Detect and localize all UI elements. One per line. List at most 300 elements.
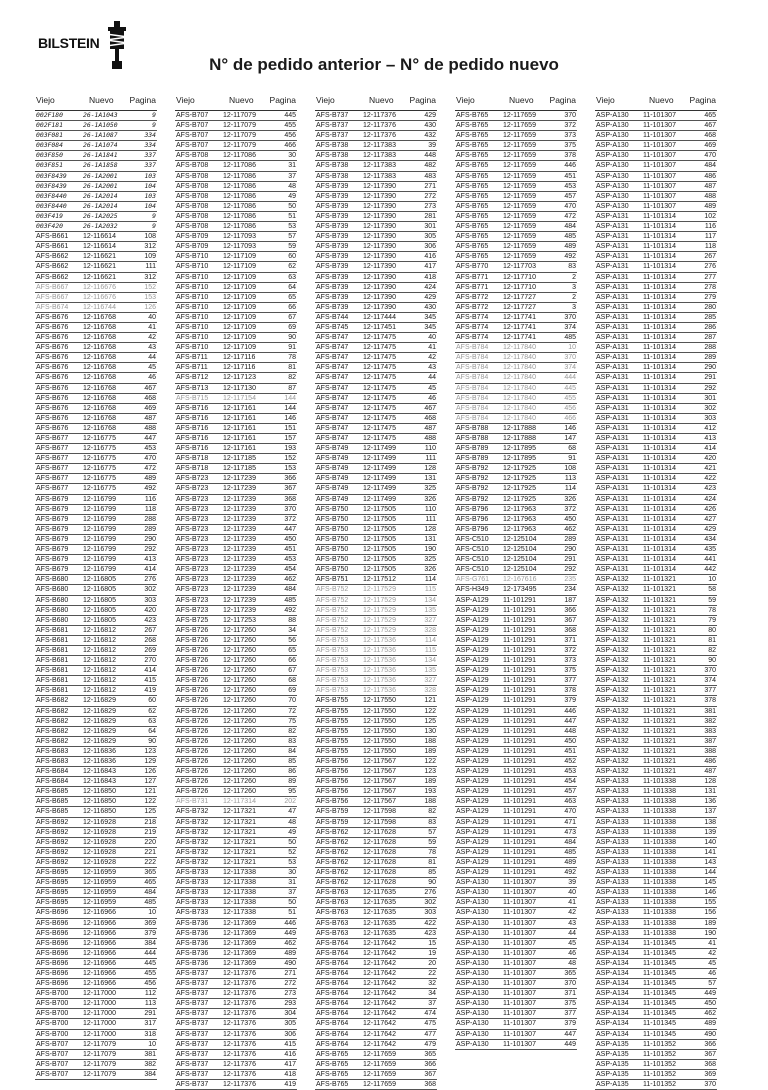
old-number: AFS-B750 — [316, 505, 349, 513]
table-row — [455, 273, 577, 283]
page-number: 34 — [428, 990, 436, 998]
page-number: 492 — [144, 485, 156, 493]
old-number: AFS-B796 — [456, 505, 489, 513]
table-row — [455, 222, 577, 232]
page-number: 110 — [424, 445, 436, 453]
new-number: 11-101314 — [643, 485, 676, 493]
table-row — [455, 939, 577, 949]
old-number: AFS-B771 — [456, 273, 489, 281]
new-number: 12-117086 — [223, 223, 256, 231]
old-number: AFS-B763 — [316, 889, 349, 897]
page-number: 123 — [424, 768, 436, 776]
table-row — [35, 818, 157, 828]
table-row — [175, 444, 297, 454]
new-number: 11-101345 — [643, 959, 676, 967]
old-number: AFS-B765 — [456, 152, 489, 160]
old-number: AFS-H349 — [456, 586, 489, 594]
table-row — [455, 303, 577, 313]
new-number: 12-117239 — [223, 515, 256, 523]
table-row — [35, 949, 157, 959]
table-row — [175, 474, 297, 484]
old-number: AFS-B788 — [456, 424, 489, 432]
old-number: AFS-B753 — [316, 667, 349, 675]
table-row — [35, 232, 157, 242]
page-number: 268 — [144, 636, 156, 644]
old-number: ASP-A131 — [596, 364, 629, 372]
new-number: 12-117659 — [363, 1050, 396, 1058]
old-number: AFS-B679 — [36, 556, 69, 564]
new-number: 11-101307 — [643, 112, 676, 119]
page-number: 84 — [288, 747, 296, 755]
old-number: AFS-B750 — [316, 546, 349, 554]
old-number: AFS-B726 — [176, 667, 209, 675]
new-number: 12-117963 — [503, 515, 536, 523]
column-header — [35, 93, 157, 107]
page-number: 492 — [564, 253, 576, 261]
page-number: 146 — [564, 424, 576, 432]
old-number: ASP-A131 — [596, 273, 629, 281]
old-number: ASP-A132 — [596, 616, 629, 624]
page-number: 273 — [424, 202, 436, 210]
new-number: 12-117475 — [363, 424, 396, 432]
new-number: 12-116799 — [83, 495, 116, 503]
page-number: 104 — [144, 181, 156, 190]
page-number: 60 — [288, 253, 296, 261]
page-number: 487 — [704, 768, 716, 776]
old-number: ASP-A133 — [596, 848, 629, 856]
page-number: 429 — [424, 293, 436, 301]
page-number: 290 — [144, 535, 156, 543]
page-number: 450 — [284, 535, 296, 543]
page-number: 65 — [288, 293, 296, 301]
header-old: Viejo — [176, 95, 195, 105]
table-row — [175, 555, 297, 565]
table-row — [175, 121, 297, 131]
table-row — [315, 1080, 437, 1090]
new-number: 12-117499 — [363, 485, 396, 493]
old-number: AFS-B765 — [456, 202, 489, 210]
new-number: 12-117628 — [363, 828, 396, 836]
page-number: 416 — [424, 253, 436, 261]
table-row — [455, 888, 577, 898]
table-row — [315, 747, 437, 757]
page-number: 447 — [564, 1030, 576, 1038]
new-number: 12-117321 — [223, 808, 256, 816]
page-number: 277 — [704, 273, 716, 281]
page-number: 453 — [284, 556, 296, 564]
table-row — [35, 353, 157, 363]
old-number: ASP-A130 — [596, 112, 629, 119]
table-row — [455, 293, 577, 303]
table-row — [315, 111, 437, 121]
old-number: AFS-B752 — [316, 596, 349, 604]
table-row — [35, 797, 157, 807]
table-row — [455, 515, 577, 525]
old-number: AFS-B774 — [456, 323, 489, 331]
page-number: 34 — [288, 626, 296, 634]
new-number: 11-101352 — [643, 1070, 676, 1078]
table-row — [595, 636, 717, 646]
new-number: 11-101307 — [503, 1010, 536, 1018]
new-number: 11-101291 — [503, 788, 536, 796]
new-number: 12-117710 — [503, 273, 536, 281]
table-row — [455, 575, 577, 585]
table-row — [35, 303, 157, 313]
page-number: 128 — [424, 465, 436, 473]
old-number: ASP-A132 — [596, 758, 629, 765]
table-row — [595, 474, 717, 484]
table-row — [35, 434, 157, 444]
header-page: Pagina — [549, 95, 576, 105]
table-row — [175, 959, 297, 969]
new-number: 12-117260 — [223, 778, 256, 786]
new-number: 12-117529 — [363, 586, 396, 594]
table-row — [35, 252, 157, 262]
old-number: AFS-B676 — [36, 374, 69, 382]
new-number: 11-101338 — [643, 798, 676, 806]
new-number: 12-117635 — [363, 929, 396, 937]
page-number: 30 — [288, 869, 296, 877]
new-number: 12-116843 — [83, 778, 116, 786]
table-row — [35, 717, 157, 727]
old-number: AFS-B737 — [176, 1020, 209, 1028]
page-number: 193 — [284, 445, 296, 453]
table-row — [175, 787, 297, 797]
table-row — [315, 1030, 437, 1040]
new-number: 11-101321 — [643, 687, 676, 695]
old-number: AFS-B723 — [176, 596, 209, 604]
table-row — [315, 757, 437, 767]
page-number: 10 — [568, 344, 576, 352]
old-number: AFS-B765 — [456, 253, 489, 261]
new-number: 12-116676 — [83, 293, 116, 301]
new-number: 26-1A2014 — [83, 201, 118, 210]
table-row — [595, 898, 717, 908]
old-number: AFS-B772 — [456, 293, 489, 301]
old-number: ASP-A132 — [596, 646, 629, 654]
old-number: AFS-B737 — [176, 980, 209, 988]
new-number: 11-101314 — [643, 394, 676, 402]
page-number: 453 — [564, 182, 576, 190]
old-number: AFS-B736 — [176, 919, 209, 927]
new-number: 12-116799 — [83, 556, 116, 564]
new-number: 12-117321 — [223, 858, 256, 866]
page-number: 465 — [704, 112, 716, 119]
old-number: AFS-B733 — [176, 879, 209, 887]
old-number: AFS-B685 — [36, 808, 69, 816]
new-number: 12-117659 — [503, 122, 536, 130]
old-number: AFS-B764 — [316, 1020, 349, 1028]
page-number: 304 — [284, 1010, 296, 1018]
page-number: 235 — [564, 576, 576, 584]
old-number: AFS-B739 — [316, 263, 349, 271]
page-number: 60 — [148, 697, 156, 705]
old-number: AFS-B676 — [36, 424, 69, 432]
new-number: 12-117000 — [83, 990, 116, 998]
table-row — [595, 333, 717, 343]
table-row — [455, 828, 577, 838]
table-row — [35, 989, 157, 999]
new-number: 12-117321 — [223, 818, 256, 826]
old-number: AFS-B737 — [176, 1030, 209, 1038]
new-number: 12-117505 — [363, 515, 396, 523]
new-number: 12-117154 — [223, 394, 256, 402]
new-number: 12-116928 — [83, 858, 116, 866]
page-number: 451 — [564, 747, 576, 755]
table-row — [315, 212, 437, 222]
table-row — [595, 1050, 717, 1060]
table-row — [595, 353, 717, 363]
old-number: AFS-B747 — [316, 354, 349, 362]
new-number: 11-101291 — [503, 747, 536, 755]
page-number: 103 — [144, 191, 156, 200]
page-number: 381 — [704, 707, 716, 715]
table-row — [35, 192, 157, 202]
old-number: ASP-A132 — [596, 727, 629, 735]
new-number: 12-117086 — [223, 162, 256, 170]
new-number: 12-116805 — [83, 586, 116, 594]
old-number: AFS-B711 — [176, 364, 208, 372]
table-row — [175, 777, 297, 787]
table-row — [455, 545, 577, 555]
table-row — [175, 606, 297, 616]
old-number: AFS-B723 — [176, 556, 209, 564]
table-row — [315, 696, 437, 706]
old-number: AFS-B696 — [36, 919, 69, 927]
table-row — [175, 989, 297, 999]
page-number: 415 — [284, 1040, 296, 1048]
new-number: 11-101307 — [643, 152, 676, 160]
new-number: 11-101314 — [643, 384, 676, 392]
page-number: 370 — [704, 1081, 716, 1088]
new-number: 11-101314 — [643, 374, 676, 382]
table-row — [455, 121, 577, 131]
old-number: AFS-B708 — [176, 212, 209, 220]
new-number: 11-101338 — [643, 929, 676, 937]
old-number: ASP-A131 — [596, 253, 629, 261]
old-number: AFS-B685 — [36, 788, 69, 796]
table-row — [35, 414, 157, 424]
new-number: 11-101314 — [643, 535, 676, 543]
new-number: 11-101307 — [503, 1020, 536, 1028]
table-row — [595, 767, 717, 777]
old-number: AFS-B753 — [316, 687, 349, 695]
page-number: 413 — [144, 556, 156, 564]
table-row — [175, 707, 297, 717]
table-row — [175, 515, 297, 525]
table-row — [175, 1070, 297, 1080]
old-number: AFS-B708 — [176, 202, 209, 210]
page-number: 81 — [428, 858, 436, 866]
old-number: ASP-A129 — [456, 626, 489, 634]
new-number: 11-101314 — [643, 223, 676, 231]
table-row — [595, 505, 717, 515]
table-row — [595, 737, 717, 747]
table-row — [455, 797, 577, 807]
old-number: AFS-B765 — [316, 1050, 349, 1058]
new-number: 11-101321 — [643, 717, 676, 725]
table-row — [175, 797, 297, 807]
old-number: AFS-B682 — [36, 717, 69, 725]
new-number: 12-117079 — [223, 142, 256, 150]
new-number: 12-116805 — [83, 616, 116, 624]
old-number: AFS-B737 — [316, 122, 349, 130]
page-number: 446 — [564, 162, 576, 170]
page-number: 82 — [288, 727, 296, 735]
new-number: 12-117086 — [223, 212, 256, 220]
old-number: ASP-A131 — [596, 394, 629, 402]
old-number: AFS-B751 — [316, 576, 349, 584]
page-number: 312 — [144, 243, 156, 251]
old-number: ASP-A130 — [456, 889, 489, 897]
old-number: AFS-C510 — [456, 535, 489, 543]
new-number: 12-117079 — [83, 1040, 116, 1048]
old-number: AFS-B738 — [316, 142, 349, 150]
table-row — [595, 606, 717, 616]
new-number: 11-101291 — [503, 606, 536, 614]
table-row — [35, 929, 157, 939]
page-number: 128 — [704, 778, 716, 786]
table-row — [595, 232, 717, 242]
new-number: 12-117239 — [223, 495, 256, 503]
page-number: 130 — [424, 727, 436, 735]
page-number: 202 — [284, 798, 296, 806]
new-number: 12-117260 — [223, 768, 256, 776]
old-number: AFS-B723 — [176, 495, 209, 503]
page-number: 9 — [152, 121, 156, 130]
new-number: 12-117659 — [503, 192, 536, 200]
page-number: 470 — [564, 808, 576, 816]
table-row — [175, 111, 297, 121]
new-number: 12-117260 — [223, 697, 256, 705]
old-number: ASP-A132 — [596, 768, 629, 776]
page-number: 140 — [704, 838, 716, 846]
table-row — [455, 908, 577, 918]
page-number: 40 — [148, 313, 156, 321]
table-row — [595, 1070, 717, 1080]
page-number: 367 — [704, 1050, 716, 1058]
new-number: 12-116621 — [83, 263, 116, 271]
table-row — [595, 727, 717, 737]
old-number: ASP-A133 — [596, 858, 629, 866]
new-number: 12-116812 — [83, 687, 116, 695]
page-number: 116 — [704, 223, 716, 231]
table-row — [175, 484, 297, 494]
old-number: ASP-A131 — [596, 384, 629, 392]
old-number: ASP-A133 — [596, 919, 629, 927]
old-number: AFS-B765 — [456, 243, 489, 251]
new-number: 12-117550 — [363, 747, 396, 755]
new-number: 12-117260 — [223, 737, 256, 745]
new-number: 12-117260 — [223, 677, 256, 685]
table-row — [455, 596, 577, 606]
table-row — [35, 484, 157, 494]
new-number: 12-117635 — [363, 899, 396, 907]
table-row — [175, 868, 297, 878]
table-row — [455, 656, 577, 666]
page-number: 115 — [424, 586, 436, 594]
page-number: 114 — [564, 485, 576, 493]
old-number: AFS-B765 — [456, 192, 489, 200]
old-number: AFS-B716 — [176, 424, 209, 432]
table-row — [35, 737, 157, 747]
old-number: AFS-B739 — [316, 253, 349, 261]
table-row — [455, 434, 577, 444]
new-number: 11-101314 — [643, 445, 676, 453]
table-row — [455, 384, 577, 394]
table-row — [455, 868, 577, 878]
table-row — [315, 545, 437, 555]
page-number: 122 — [424, 758, 436, 765]
new-number: 11-101291 — [503, 808, 536, 816]
old-number: AFS-B708 — [176, 172, 209, 180]
page-number: 3 — [572, 303, 576, 311]
table-row — [595, 303, 717, 313]
table-row — [455, 898, 577, 908]
table-row — [175, 878, 297, 888]
old-number: AFS-B765 — [456, 142, 489, 150]
old-number: AFS-B752 — [316, 626, 349, 634]
new-number: 12-167616 — [503, 576, 537, 584]
old-number: AFS-B680 — [36, 586, 69, 594]
table-row — [595, 757, 717, 767]
old-number: ASP-A132 — [596, 657, 629, 665]
table-row — [315, 666, 437, 676]
table-row — [595, 525, 717, 535]
new-number: 12-117598 — [363, 818, 396, 826]
new-number: 11-101291 — [503, 727, 536, 735]
table-row — [595, 172, 717, 182]
table-row — [455, 636, 577, 646]
new-number: 12-117161 — [223, 414, 256, 422]
page-number: 472 — [144, 465, 156, 473]
page-number: 427 — [704, 515, 716, 523]
new-number: 12-117109 — [223, 303, 256, 311]
new-number: 11-101307 — [503, 919, 536, 927]
new-number: 12-116966 — [83, 909, 116, 917]
page-number: 59 — [708, 596, 716, 604]
table-row — [315, 949, 437, 959]
table-row — [315, 575, 437, 585]
old-number: AFS-B726 — [176, 657, 209, 665]
new-number: 12-117567 — [363, 788, 396, 796]
new-number: 12-117390 — [363, 253, 396, 261]
table-row — [315, 858, 437, 868]
page-number: 156 — [704, 909, 716, 917]
page-number: 420 — [144, 606, 156, 614]
old-number: AFS-B756 — [316, 788, 349, 796]
table-row — [455, 707, 577, 717]
page-number: 450 — [704, 1000, 716, 1008]
new-number: 12-116775 — [83, 435, 116, 442]
page-number: 10 — [148, 909, 156, 917]
new-number: 11-101291 — [503, 626, 536, 634]
table-row — [35, 838, 157, 848]
table-row — [455, 676, 577, 686]
old-number: AFS-B733 — [176, 869, 209, 877]
table-row — [175, 757, 297, 767]
page-number: 104 — [144, 201, 156, 210]
new-number: 11-101314 — [643, 414, 676, 422]
page-number: 45 — [148, 364, 156, 372]
page-number: 366 — [704, 1040, 716, 1048]
new-number: 12-117321 — [223, 828, 256, 836]
page-number: 492 — [284, 606, 296, 614]
page-number: 67 — [288, 667, 296, 675]
page-number: 489 — [704, 202, 716, 210]
new-number: 12-117239 — [223, 505, 256, 513]
page-number: 303 — [144, 596, 156, 604]
